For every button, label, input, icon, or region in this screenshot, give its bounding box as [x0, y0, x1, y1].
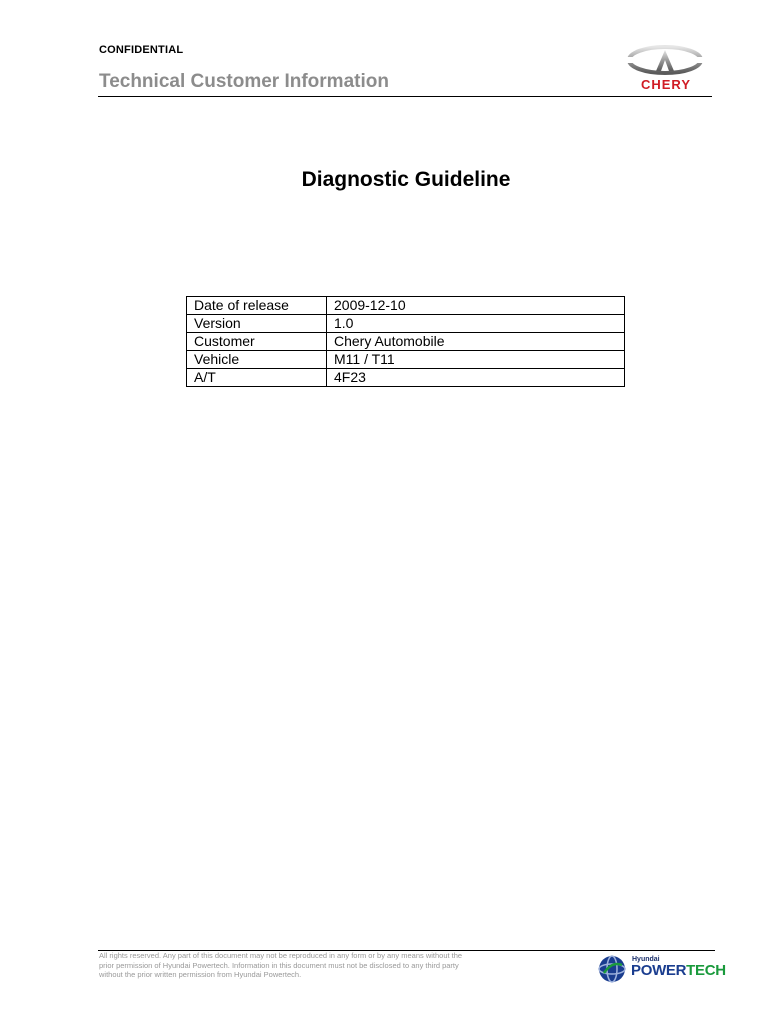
- powertech-logo: [598, 953, 726, 985]
- header-rule: [98, 96, 712, 97]
- table-row: [187, 369, 625, 387]
- footer-copyright: [99, 951, 559, 980]
- row-label: Version: [187, 315, 327, 333]
- row-value: Chery Automobile: [327, 333, 625, 351]
- row-value: 2009-12-10: [327, 297, 625, 315]
- row-value: M11 / T11: [327, 351, 625, 369]
- row-label: Vehicle: [187, 351, 327, 369]
- footer-line: without the prior written permission from Hyundai Powertech.: [99, 970, 302, 979]
- confidential-label: CONFIDENTIAL: [99, 44, 184, 56]
- row-label: Customer: [187, 333, 327, 351]
- document-title: Diagnostic Guideline: [301, 168, 511, 191]
- powertech-wordmark: [631, 962, 726, 979]
- powertech-name-main: POWER: [631, 962, 687, 979]
- chery-emblem-icon: [626, 44, 704, 76]
- table-row: [187, 297, 625, 315]
- powertech-maker: Hyundai: [632, 956, 660, 963]
- header-title: Technical Customer Information: [99, 71, 389, 92]
- table-row: [187, 315, 625, 333]
- row-label: Date of release: [187, 297, 327, 315]
- powertech-globe-icon: [598, 955, 626, 983]
- row-value: 4F23: [327, 369, 625, 387]
- row-value: 1.0: [327, 315, 625, 333]
- chery-logo: [618, 44, 710, 94]
- powertech-name-accent: TECH: [686, 962, 726, 979]
- row-label: A/T: [187, 369, 327, 387]
- table-row: [187, 351, 625, 369]
- footer-line: prior permission of Hyundai Powertech. Information in this document must not be disclosed to any third party: [99, 960, 459, 970]
- footer-line: All rights reserved. Any part of this document may not be reproduced in any form or by any means without the: [99, 951, 463, 960]
- release-info-table: [186, 296, 625, 387]
- chery-wordmark: CHERY: [640, 77, 692, 92]
- table-row: [187, 333, 625, 351]
